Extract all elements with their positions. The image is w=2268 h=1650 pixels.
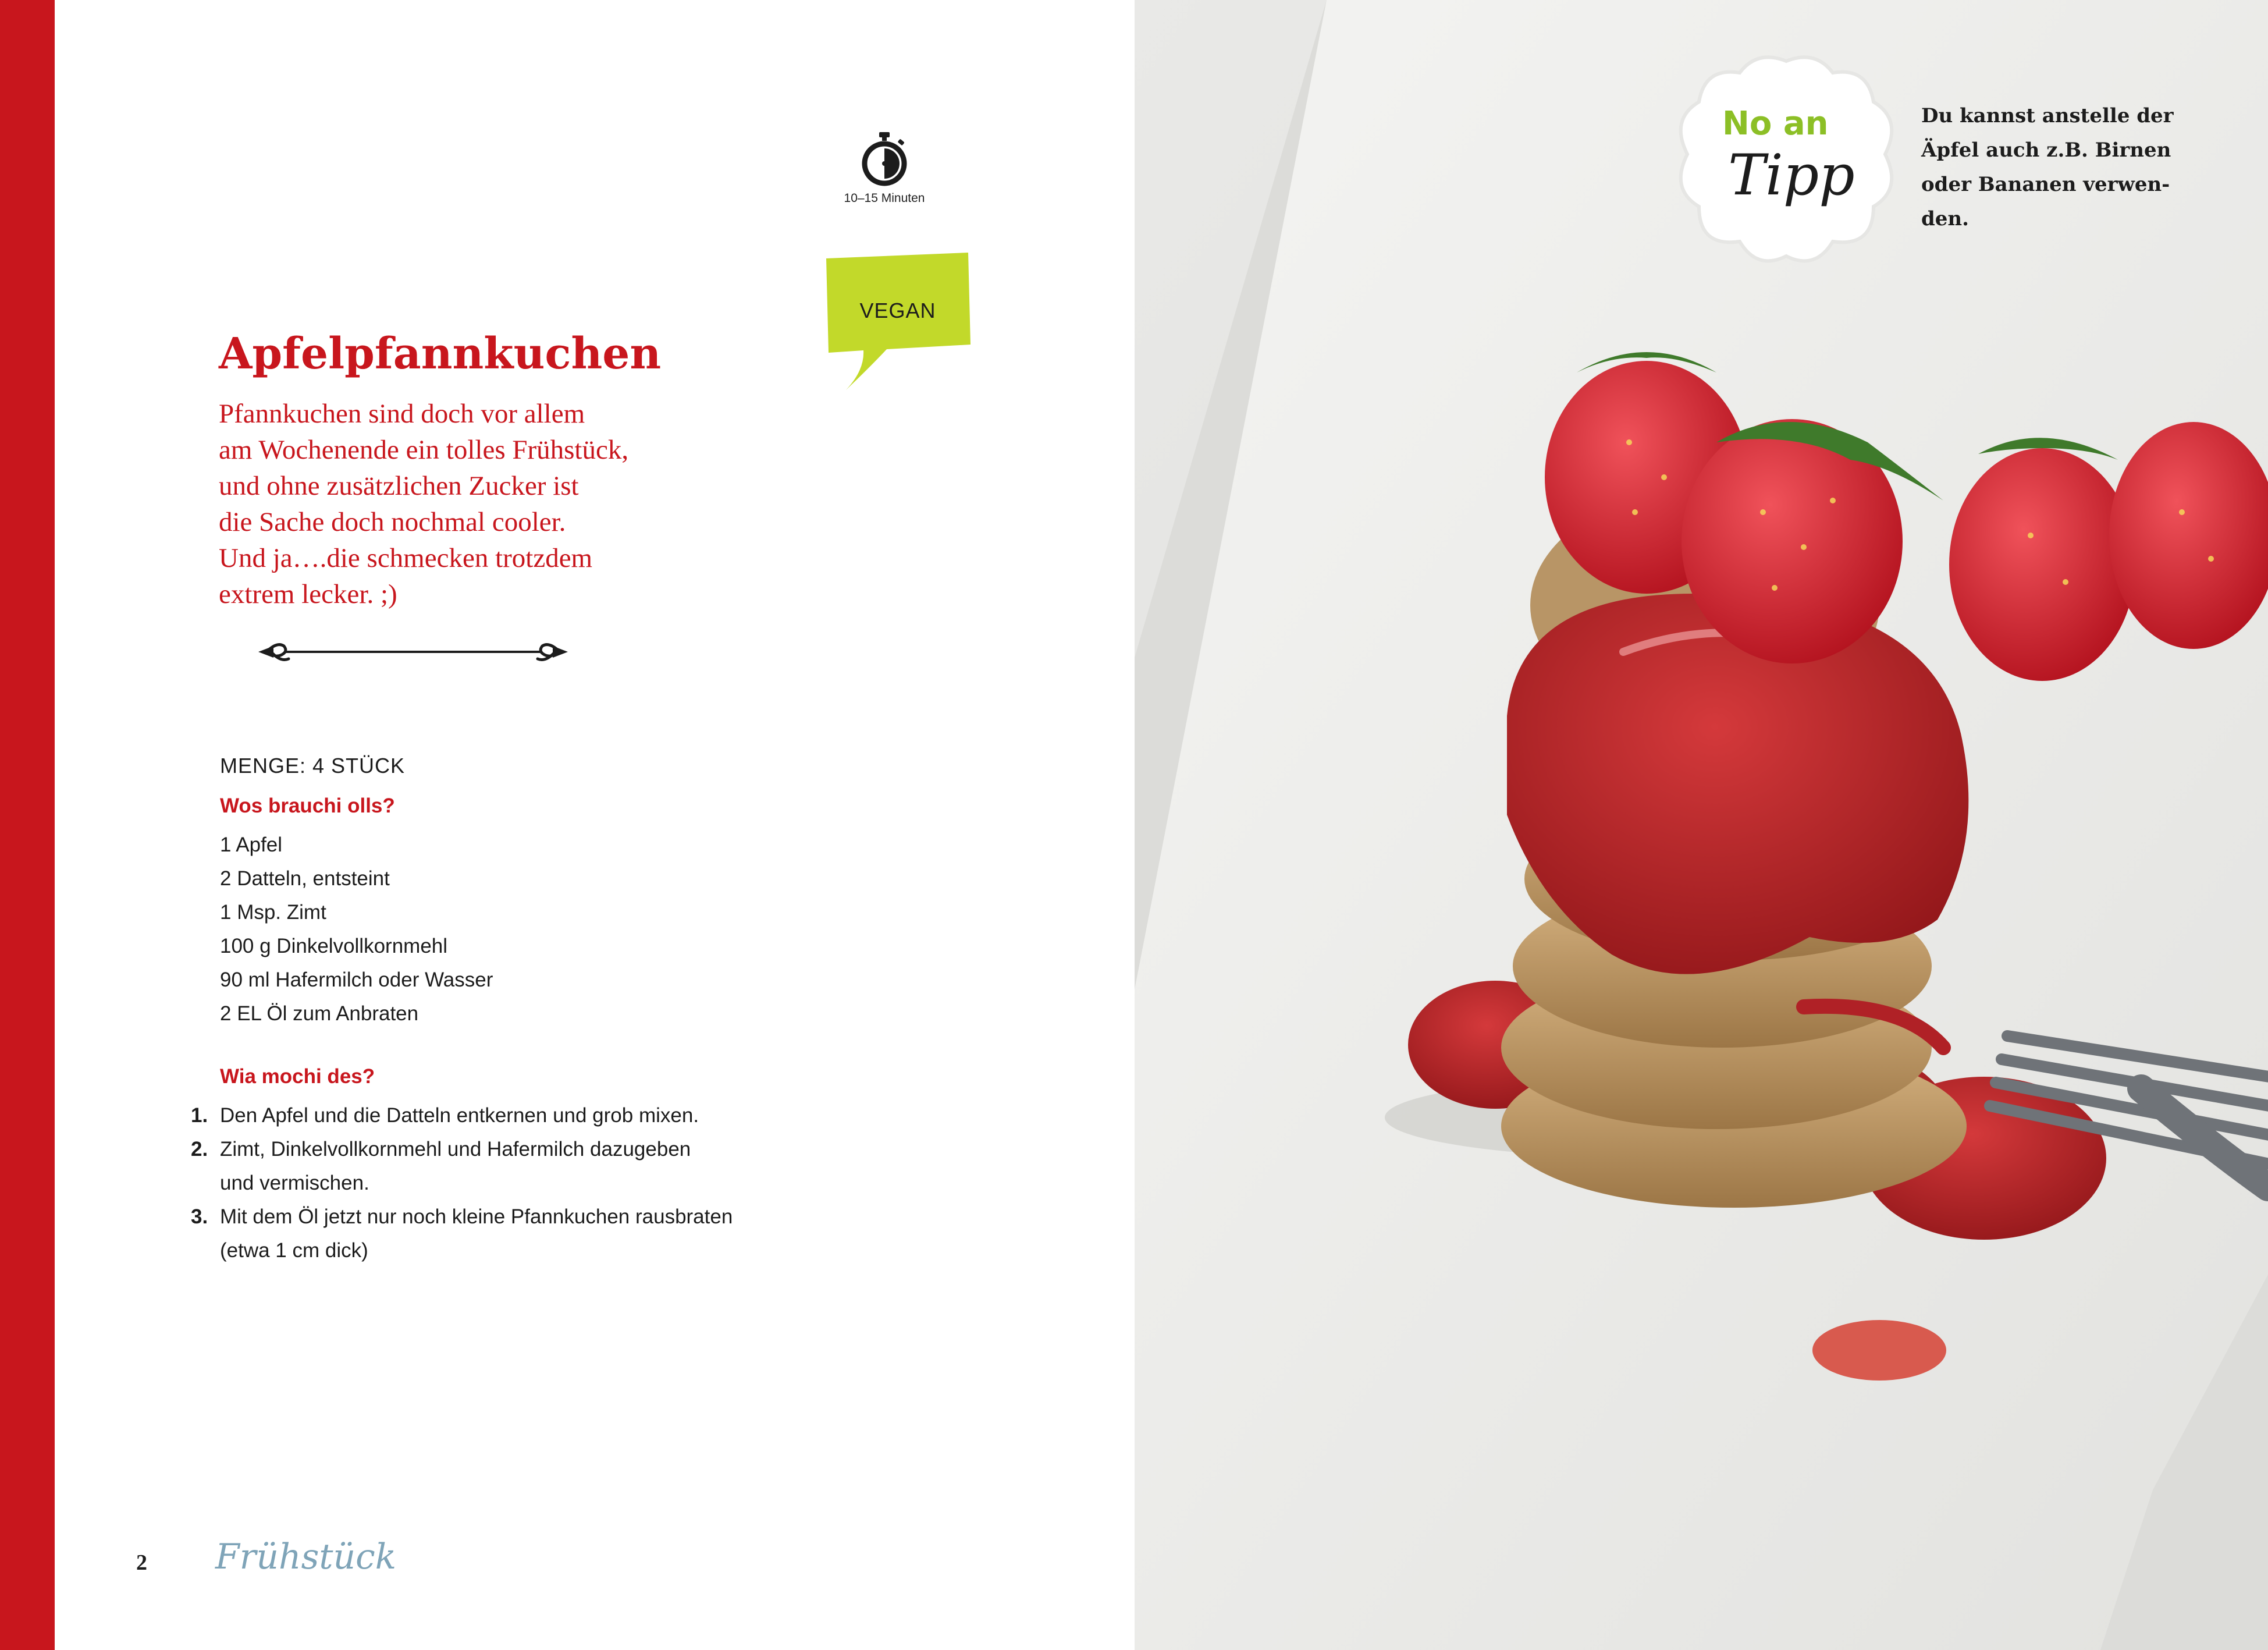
ingredient-item: 1 Msp. Zimt <box>220 901 326 924</box>
step-text: Den Apfel und die Datteln entkernen und grob mixen. <box>220 1104 699 1127</box>
step-item <box>186 1200 733 1268</box>
ingredient-item: 2 EL Öl zum Anbraten <box>220 1002 419 1025</box>
ingredient-item: 2 Datteln, entsteint <box>220 867 390 890</box>
prep-time-label: 10–15 Minuten <box>844 191 925 205</box>
step-list <box>186 1099 733 1268</box>
tip-text-line: oder Bananen verwen- <box>1921 173 2170 196</box>
intro-line: und ohne zusätzlichen Zucker ist <box>219 471 579 501</box>
yield-amount: MENGE: 4 STÜCK <box>220 754 406 778</box>
recipe-title: Apfelpfannkuchen <box>219 329 662 379</box>
step-text: und vermischen. <box>220 1172 369 1194</box>
vegan-badge <box>823 250 973 393</box>
intro-line: Und ja….die schmecken trotzdem <box>219 543 593 573</box>
intro-line: die Sache doch nochmal cooler. <box>219 507 566 537</box>
page-number: 2 <box>136 1550 147 1575</box>
intro-line: Pfannkuchen sind doch vor allem <box>219 399 585 429</box>
tip-text-line: Du kannst anstelle der <box>1921 104 2174 127</box>
tip-label-top: No an <box>1722 105 1829 143</box>
steps-heading: Wia mochi des? <box>220 1065 375 1088</box>
step-item <box>186 1099 733 1133</box>
ingredients-heading: Wos brauchi olls? <box>220 794 395 817</box>
red-edge-bar <box>0 0 55 1650</box>
vegan-label: VEGAN <box>859 299 936 322</box>
step-number: 1. <box>191 1104 208 1127</box>
step-number: 2. <box>191 1138 208 1161</box>
step-text: (etwa 1 cm dick) <box>220 1239 368 1262</box>
step-item <box>186 1133 733 1200</box>
recipe-intro <box>219 396 801 612</box>
tip-badge <box>1670 49 1903 276</box>
step-number: 3. <box>191 1205 208 1228</box>
section-name: Frühstück <box>215 1537 397 1577</box>
ingredient-item: 90 ml Hafermilch oder Wasser <box>220 968 493 991</box>
tip-label-bottom: Tipp <box>1728 143 1855 208</box>
step-text: Mit dem Öl jetzt nur noch kleine Pfannkuchen rausbraten <box>220 1205 733 1228</box>
tip-text-line: den. <box>1921 207 1969 230</box>
tip-text-line: Äpfel auch z.B. Birnen <box>1921 139 2171 162</box>
stopwatch-icon <box>860 131 909 187</box>
ingredient-item: 1 Apfel <box>220 833 283 856</box>
intro-line: am Wochenende ein tolles Frühstück, <box>219 435 629 465</box>
intro-line: extrem lecker. ;) <box>219 579 397 609</box>
ingredient-list <box>220 828 493 1031</box>
prep-time <box>838 131 931 205</box>
tip-text <box>1921 99 2174 236</box>
ingredient-item: 100 g Dinkelvollkornmehl <box>220 935 448 957</box>
step-text: Zimt, Dinkelvollkornmehl und Hafermilch dazugeben <box>220 1138 691 1161</box>
ornamental-divider <box>250 629 576 675</box>
